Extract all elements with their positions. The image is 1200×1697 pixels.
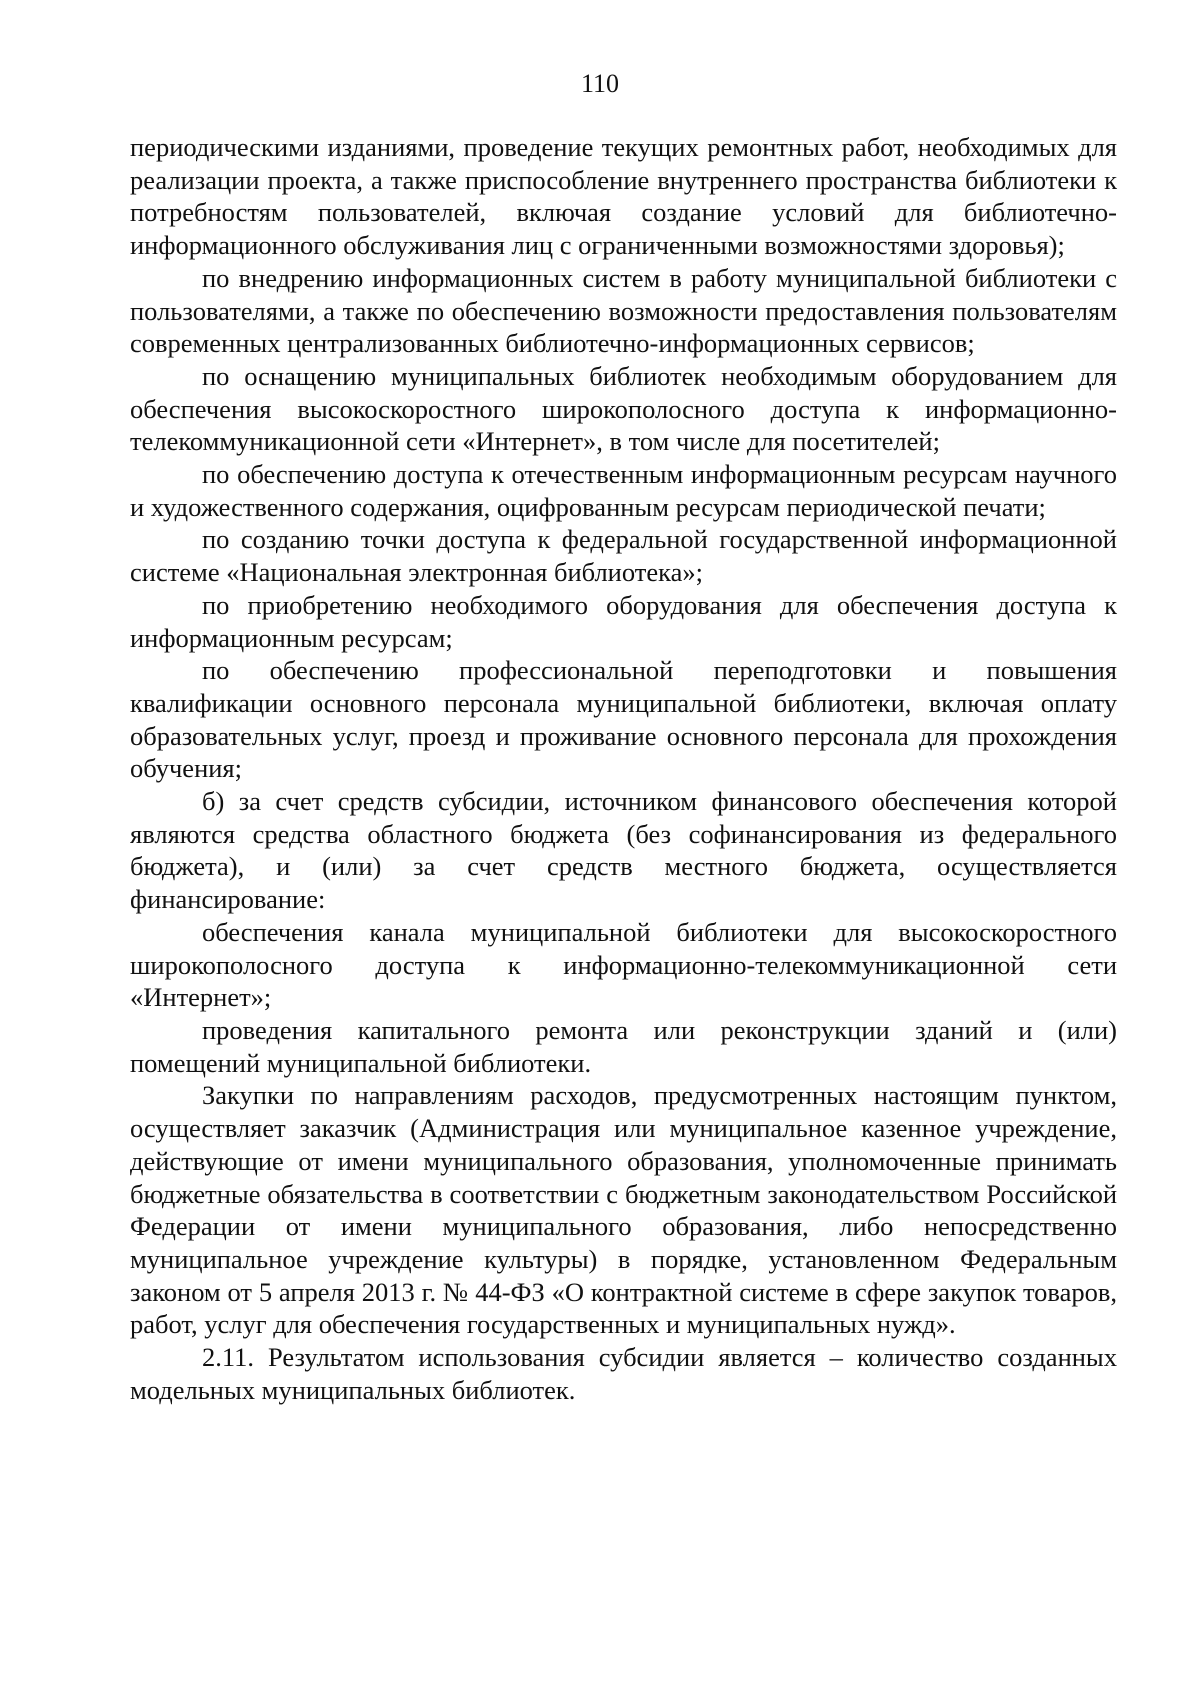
paragraph: проведения капитального ремонта или реконструкции зданий и (или) помещений муниципальной библиотеки. [130,1014,1117,1078]
document-body [130,131,1117,1406]
paragraph: по оснащению муниципальных библиотек необходимым оборудованием для обеспечения высокоскоростного широкополосного доступа к информационно-телекоммуникационной сети «Интернет», в том числе для посетителей; [130,360,1117,457]
paragraph: Закупки по направлениям расходов, предусмотренных настоящим пунктом, осуществляет заказчик (Администрация или муниципальное казенное учреждение, действующие от имени муниципального образования, уполномоченные принимать бюджетные обязательства в соответствии с бюджетным законодательством Российской Федерации от имени муниципального образования, либо непосредственно муниципальное учреждение культуры) в порядке, установленном Федеральным законом от 5 апреля 2013 г. № 44-ФЗ «О контрактной системе в сфере закупок товаров, работ, услуг для обеспечения государственных и муниципальных нужд». [130,1080,1117,1340]
paragraph: по обеспечению профессиональной переподготовки и повышения квалификации основного персонала муниципальной библиотеки, включая оплату образовательных услуг, проезд и проживание основного персонала для прохождения обучения; [130,655,1117,784]
page-number: 110 [580,69,620,98]
paragraph: б) за счет средств субсидии, источником финансового обеспечения которой являются средства областного бюджета (без софинансирования из федерального бюджета), и (или) за счет средств местного бюджета, осуществляется финансирование: [130,786,1117,915]
paragraph-continuation: периодическими изданиями, проведение текущих ремонтных работ, необходимых для реализации проекта, а также приспособление внутреннего пространства библиотеки к потребностям пользователей, включая создание условий для библиотечно-информационного обслуживания лиц с ограниченными возможностями здоровья); [130,132,1117,261]
paragraph: по созданию точки доступа к федеральной государственной информационной системе «Национальная электронная библиотека»; [130,524,1117,588]
paragraph: по внедрению информационных систем в работу муниципальной библиотеки с пользователями, а также по обеспечению возможности предоставления пользователям современных централизованных библиотечно-информационных сервисов; [130,262,1117,359]
paragraph: по обеспечению доступа к отечественным информационным ресурсам научного и художественного содержания, оцифрованным ресурсам периодической печати; [130,459,1117,522]
paragraph: 2.11. Результатом использования субсидии является – количество созданных модельных муниципальных библиотек. [130,1342,1117,1405]
paragraph: обеспечения канала муниципальной библиотеки для высокоскоростного широкополосного доступа к информационно-телекоммуникационной сети «Интернет»; [130,916,1117,1013]
paragraph: по приобретению необходимого оборудования для обеспечения доступа к информационным ресурсам; [130,589,1117,653]
